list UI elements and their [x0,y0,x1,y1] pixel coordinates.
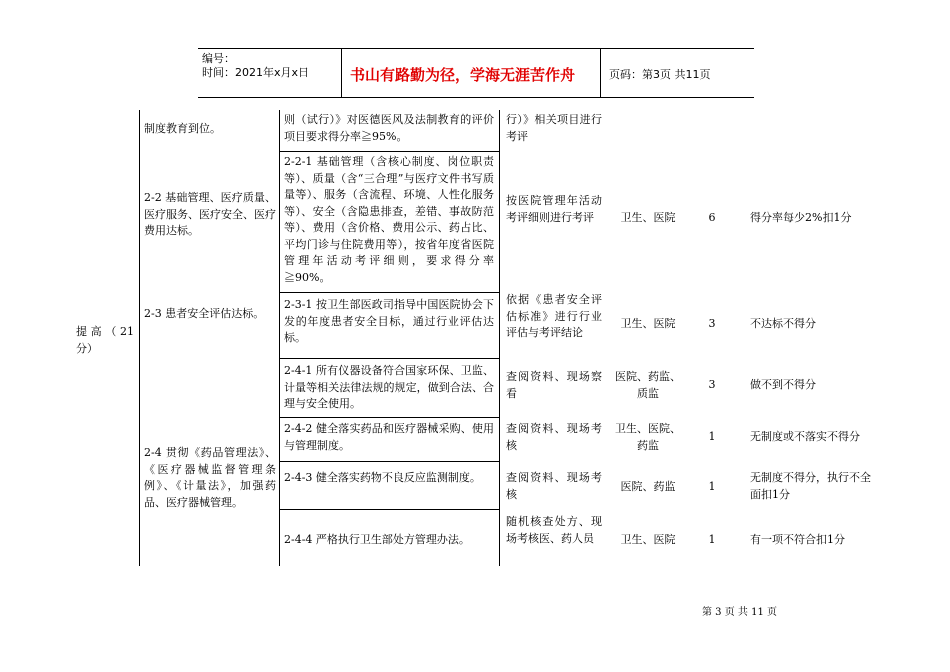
score-cell: 1 [708,430,716,443]
dept-cell: 卫生、医院 [620,211,676,224]
rule-cell: 得分率每少2%扣1分 [750,211,852,224]
score-cell: 1 [708,480,716,493]
standard-cell: 2-3-1 按卫生部医政司指导中国医院协会下发的年度患者安全目标，通过行业评估达标。 [284,298,494,344]
rule-cell: 无制度不得分，执行不全面扣1分 [750,471,871,501]
dept-cell: 卫生、医院、药监 [615,422,681,452]
standard-cell: 2-2-1 基础管理（含核心制度、岗位职责等）、质量（含“三合理”与医疗文件书写质量等）、服务（含流程、环境、人性化服务等）、安全（含隐患排查，差错、事故防范等）、费用（含价格、费用公示、药占比、平均门诊与住院费用等），按省年度省医院管理年活动考评细则，要求得分率≧90%。 [284,155,494,284]
header-motto-cell [341,49,601,97]
method-cell: 按医院管理年活动考评细则进行考评 [506,194,602,224]
item-cell: 2-3 患者安全评估达标。 [144,307,265,320]
item-cell: 制度教育到位。 [144,122,221,135]
standard-cell: 则（试行）》对医德医风及法制教育的评价项目要求得分率≧95%。 [284,113,494,143]
method-cell: 查阅资料、现场考核 [506,471,602,501]
standard-cell: 2-4-3 健全落实药物不良反应监测制度。 [284,471,481,484]
page-footer: 第 3 页 共 11 页 [702,607,777,618]
method-cell: 查阅资料、现场察看 [506,370,602,400]
method-cell: 随机核查处方、现场考核医、药人员 [506,515,602,545]
dept-cell: 卫生、医院 [620,533,676,546]
rule-cell: 做不到不得分 [750,378,816,391]
category-cell: 提高（21分） [76,325,134,355]
header-motto: 书山有路勤为径，学海无涯苦作舟 [350,66,576,84]
score-cell: 6 [708,211,716,224]
header-number-label: 编号： [202,52,235,65]
page-header [198,48,754,98]
standard-cell: 2-4-1 所有仪器设备符合国家环保、卫监、计量等相关法律法规的规定，做到合法、合理与安全使用。 [284,364,494,410]
dept-cell: 医院、药监 [620,480,676,493]
standard-cell: 2-4-4 严格执行卫生部处方管理办法。 [284,533,470,546]
header-info [202,52,309,80]
header-page-code: 页码：第3页 共11页 [609,68,711,81]
rule-cell: 无制度或不落实不得分 [750,430,860,443]
dept-cell: 卫生、医院 [620,317,676,330]
method-cell: 依据《患者安全评估标准》进行行业评估与考评结论 [506,293,602,339]
score-cell: 3 [708,378,716,391]
method-cell: 查阅资料、现场考核 [506,422,602,452]
method-cell: 行）》相关项目进行考评 [506,113,602,143]
item-cell: 2-4 贯彻《药品管理法》、《医疗器械监督管理条例》、《计量法》，加强药品、医疗器械管理。 [144,446,276,509]
standard-cell: 2-4-2 健全落实药品和医疗器械采购、使用与管理制度。 [284,422,494,452]
rule-cell: 有一项不符合扣1分 [750,533,845,546]
header-time-label: 时间：2021年x月x日 [202,66,310,79]
score-cell: 1 [708,533,716,546]
score-cell: 3 [708,317,716,330]
rule-cell: 不达标不得分 [750,317,816,330]
dept-cell: 医院、药监、质监 [615,370,681,400]
item-cell: 2-2 基础管理、医疗质量、医疗服务、医疗安全、医疗费用达标。 [144,191,276,237]
